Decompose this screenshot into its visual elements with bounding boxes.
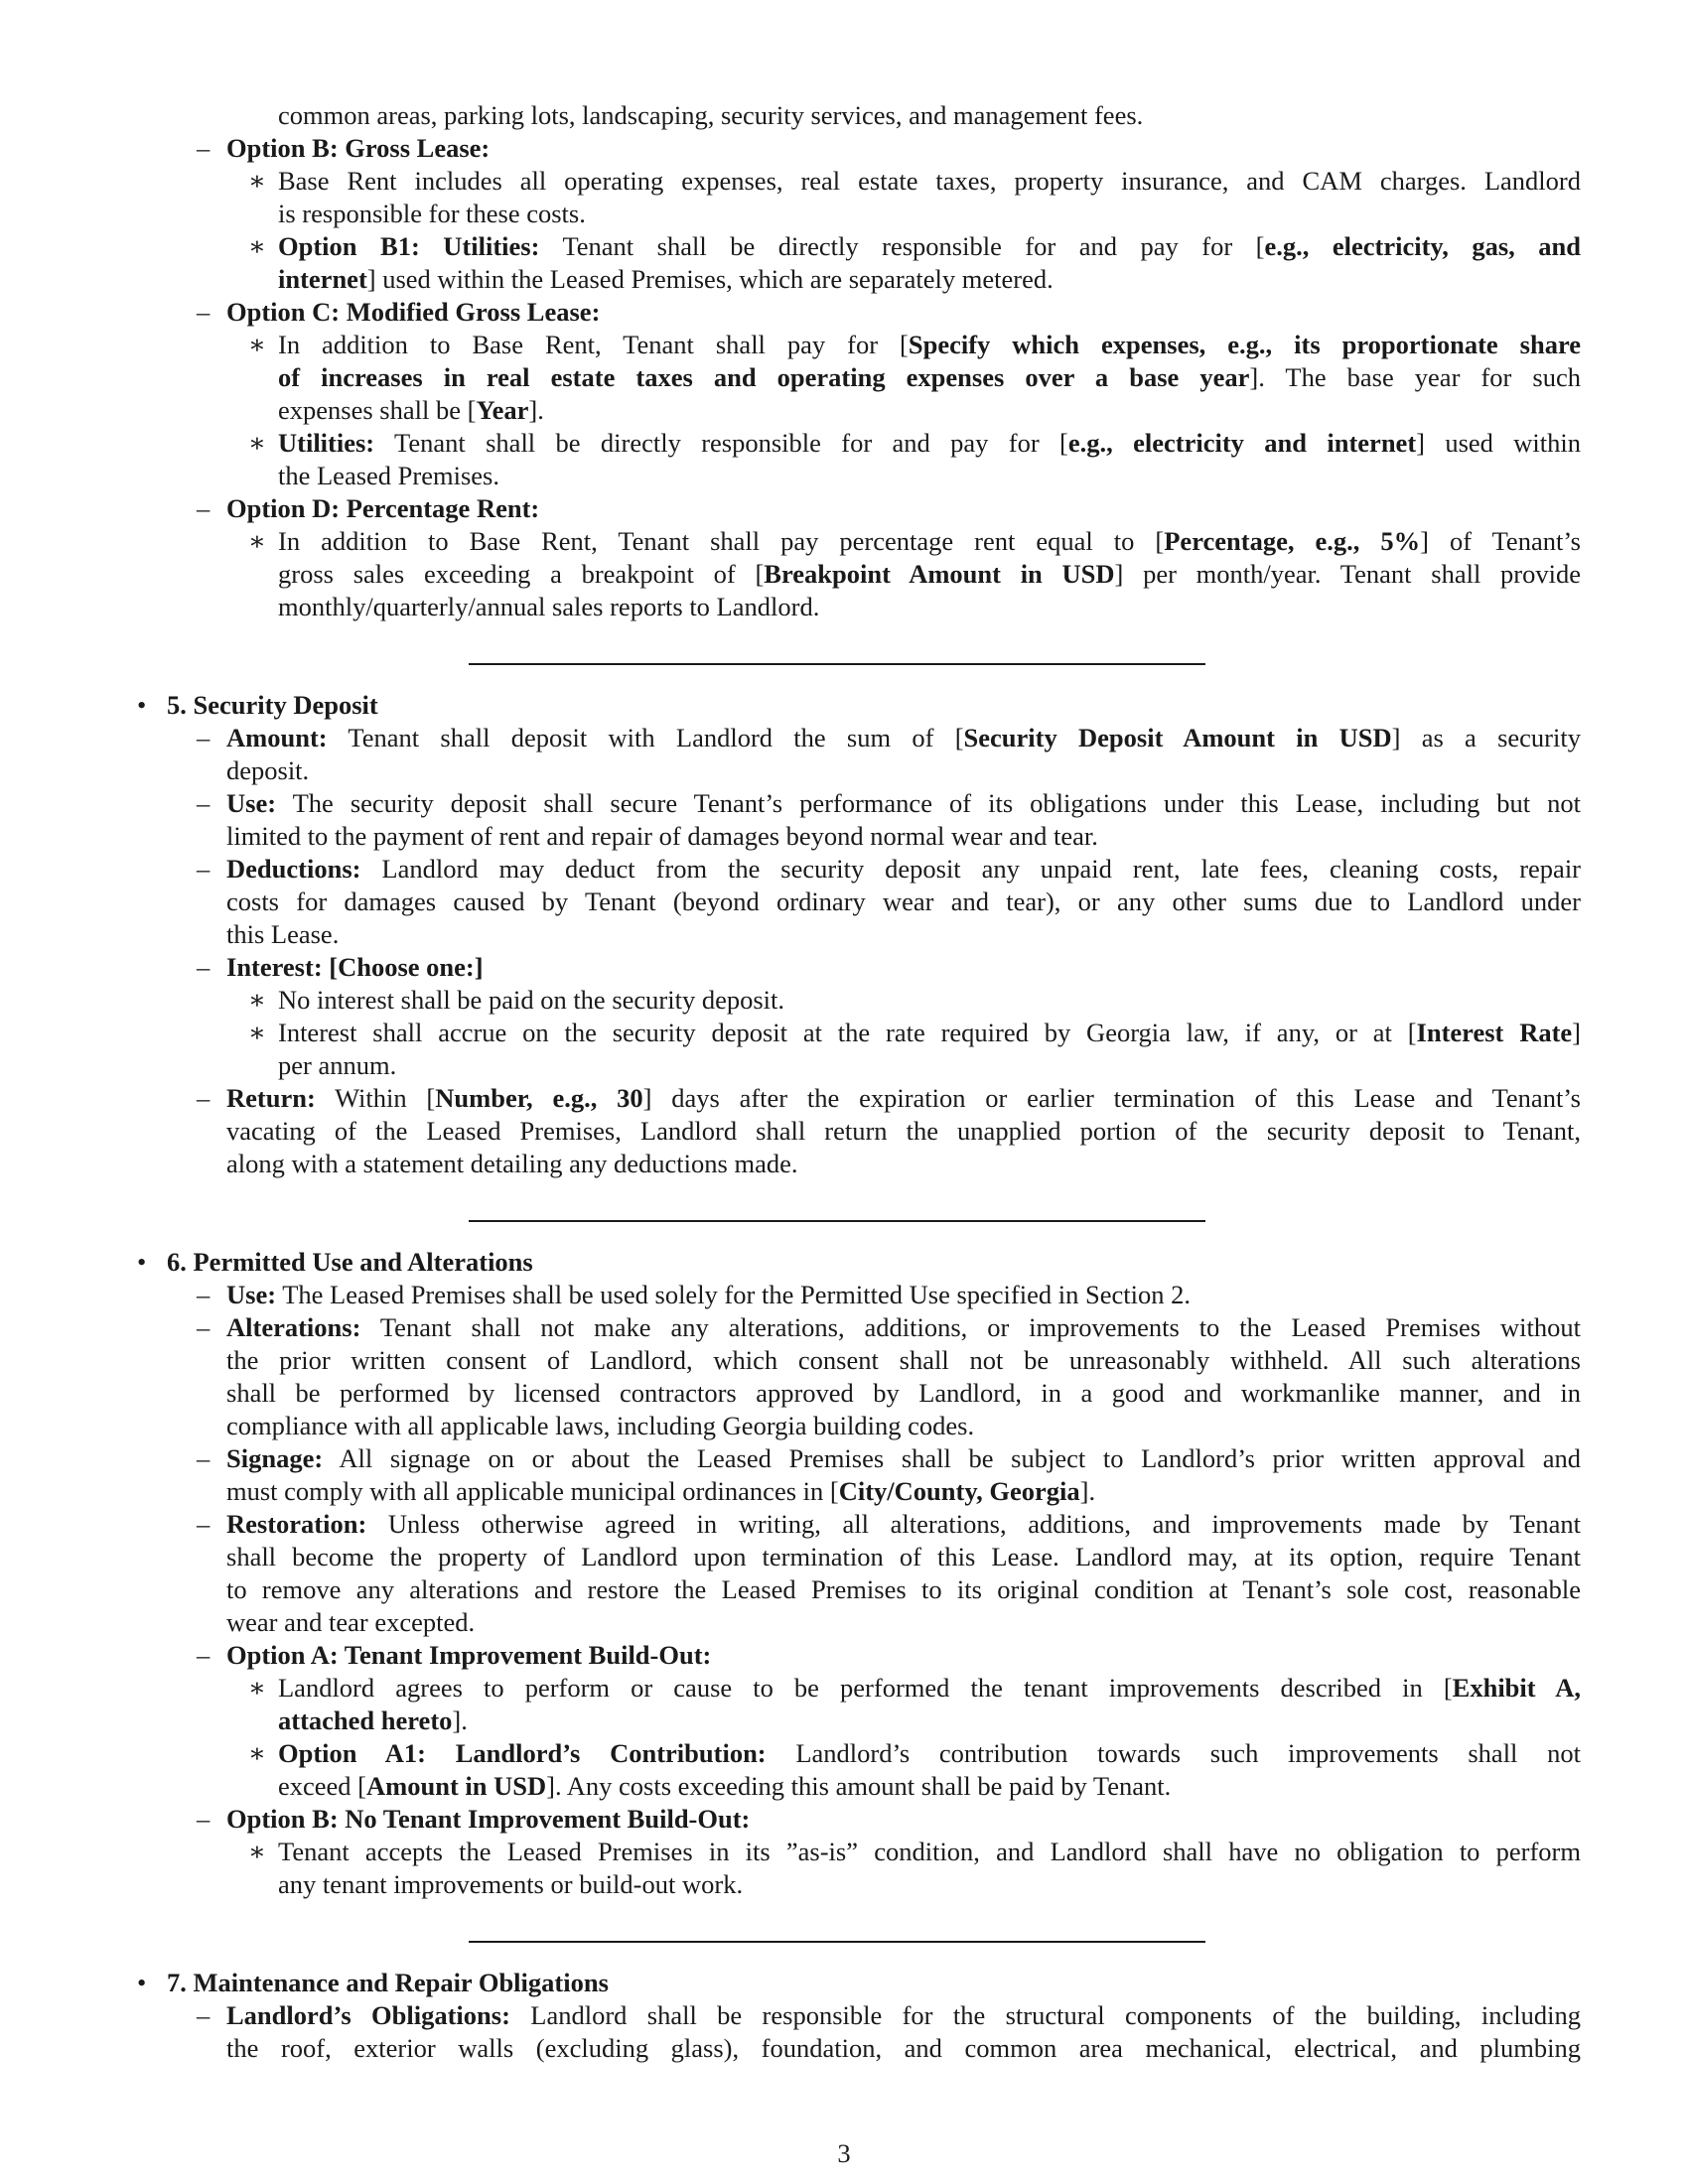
paragraph-line: any tenant improvements or build-out work. bbox=[278, 1869, 744, 1899]
paragraph-line: deposit. bbox=[226, 755, 310, 785]
dash-bullet: – bbox=[197, 1280, 211, 1309]
paragraph-line: expenses shall be [Year]. bbox=[278, 395, 544, 425]
paragraph-line: Interest: [Choose one:] bbox=[226, 952, 484, 982]
round-bullet: • bbox=[137, 1968, 147, 1997]
dash-bullet: – bbox=[197, 1804, 211, 1834]
star-bullet: ∗ bbox=[248, 1673, 267, 1703]
paragraph-line: Utilities: Tenant shall be directly responsible for and pay for [e.g., electricity and internet] used within bbox=[278, 428, 1582, 458]
paragraph-line: Option A1: Landlord’s Contribution: Landlord’s contribution towards such improvements shall not bbox=[278, 1738, 1581, 1768]
paragraph-line: along with a statement detailing any deductions made. bbox=[226, 1149, 798, 1178]
star-bullet: ∗ bbox=[248, 1018, 267, 1047]
paragraph-line: Landlord agrees to perform or cause to be performed the tenant improvements described in [Exhibit A, bbox=[278, 1673, 1581, 1703]
dash-bullet: – bbox=[197, 133, 211, 163]
paragraph-line: shall be performed by licensed contractors approved by Landlord, in a good and workmanlike manner, and in bbox=[226, 1378, 1581, 1408]
option-b-heading: Option B: Gross Lease: bbox=[226, 133, 491, 163]
paragraph-line: No interest shall be paid on the security deposit. bbox=[278, 985, 785, 1015]
paragraph-line: Tenant accepts the Leased Premises in its ”as-is” condition, and Landlord shall have no obligation to perform bbox=[278, 1837, 1581, 1866]
paragraph-line: wear and tear excepted. bbox=[226, 1607, 476, 1637]
page-number: 3 bbox=[837, 2138, 851, 2168]
paragraph-line: is responsible for these costs. bbox=[278, 199, 586, 228]
star-bullet: ∗ bbox=[248, 985, 267, 1015]
section-divider bbox=[469, 663, 1205, 665]
paragraph-line: Amount: Tenant shall deposit with Landlord the sum of [Security Deposit Amount in USD] as a security bbox=[226, 723, 1581, 752]
paragraph-line: Use: The Leased Premises shall be used solely for the Permitted Use specified in Section 2. bbox=[226, 1280, 1191, 1309]
paragraph-line: Signage: All signage on or about the Leased Premises shall be subject to Landlord’s prior written approval and bbox=[226, 1443, 1581, 1473]
section-7-heading: 7. Maintenance and Repair Obligations bbox=[167, 1968, 609, 1997]
dash-bullet: – bbox=[197, 2000, 211, 2030]
paragraph-line: In addition to Base Rent, Tenant shall pay percentage rent equal to [Percentage, e.g., 5%] of Tenant’s bbox=[278, 526, 1581, 556]
paragraph-line: Landlord’s Obligations: Landlord shall be responsible for the structural components of the building, including bbox=[226, 2000, 1581, 2030]
dash-bullet: – bbox=[197, 1312, 211, 1342]
dash-bullet: – bbox=[197, 297, 211, 327]
paragraph-line: common areas, parking lots, landscaping, security services, and management fees. bbox=[278, 100, 1144, 130]
star-bullet: ∗ bbox=[248, 428, 267, 458]
paragraph-line: must comply with all applicable municipal ordinances in [City/County, Georgia]. bbox=[226, 1476, 1096, 1506]
paragraph-line: the prior written consent of Landlord, which consent shall not be unreasonably withheld. All such alterations bbox=[226, 1345, 1581, 1375]
option-b-heading: Option B: No Tenant Improvement Build-Out: bbox=[226, 1804, 751, 1834]
section-6-heading: 6. Permitted Use and Alterations bbox=[167, 1247, 533, 1277]
dash-bullet: – bbox=[197, 723, 211, 752]
star-bullet: ∗ bbox=[248, 166, 267, 196]
section-divider bbox=[469, 1941, 1205, 1943]
option-a-heading: Option A: Tenant Improvement Build-Out: bbox=[226, 1640, 712, 1670]
paragraph-line: to remove any alterations and restore the Leased Premises to its original condition at Tenant’s sole cost, reasonable bbox=[226, 1574, 1581, 1604]
round-bullet: • bbox=[137, 690, 147, 720]
paragraph-line: the roof, exterior walls (excluding glass), foundation, and common area mechanical, electrical, and plumbing bbox=[226, 2033, 1581, 2063]
dash-bullet: – bbox=[197, 1083, 211, 1113]
option-c-heading: Option C: Modified Gross Lease: bbox=[226, 297, 601, 327]
paragraph-line: limited to the payment of rent and repair of damages beyond normal wear and tear. bbox=[226, 821, 1098, 851]
dash-bullet: – bbox=[197, 952, 211, 982]
paragraph-line: monthly/quarterly/annual sales reports to Landlord. bbox=[278, 592, 820, 621]
paragraph-line: attached hereto]. bbox=[278, 1706, 468, 1735]
paragraph-line: this Lease. bbox=[226, 919, 340, 949]
dash-bullet: – bbox=[197, 788, 211, 818]
paragraph-line: Base Rent includes all operating expenses, real estate taxes, property insurance, and CAM charges. Landlord bbox=[278, 166, 1581, 196]
dash-bullet: – bbox=[197, 854, 211, 884]
paragraph-line: compliance with all applicable laws, including Georgia building codes. bbox=[226, 1411, 975, 1440]
dash-bullet: – bbox=[197, 493, 211, 523]
paragraph-line: of increases in real estate taxes and operating expenses over a base year]. The base year for such bbox=[278, 362, 1581, 392]
star-bullet: ∗ bbox=[248, 1738, 267, 1768]
paragraph-line: Use: The security deposit shall secure Tenant’s performance of its obligations under this Lease, including but not bbox=[226, 788, 1581, 818]
paragraph-line: Alterations: Tenant shall not make any alterations, additions, or improvements to the Leased Premises without bbox=[226, 1312, 1581, 1342]
paragraph-line: vacating of the Leased Premises, Landlord shall return the unapplied portion of the security deposit to Tenant, bbox=[226, 1116, 1581, 1146]
dash-bullet: – bbox=[197, 1443, 211, 1473]
paragraph-line: internet] used within the Leased Premises, which are separately metered. bbox=[278, 264, 1054, 294]
star-bullet: ∗ bbox=[248, 1837, 267, 1866]
paragraph-line: shall become the property of Landlord upon termination of this Lease. Landlord may, at its option, require Tenant bbox=[226, 1542, 1581, 1571]
paragraph-line: Restoration: Unless otherwise agreed in writing, all alterations, additions, and improvements made by Tenant bbox=[226, 1509, 1581, 1539]
section-divider bbox=[469, 1220, 1205, 1222]
paragraph-line: per annum. bbox=[278, 1050, 397, 1080]
paragraph-line: gross sales exceeding a breakpoint of [Breakpoint Amount in USD] per month/year. Tenant shall provide bbox=[278, 559, 1581, 589]
paragraph-line: Return: Within [Number, e.g., 30] days after the expiration or earlier termination of this Lease and Tenant’s bbox=[226, 1083, 1581, 1113]
option-d-heading: Option D: Percentage Rent: bbox=[226, 493, 540, 523]
star-bullet: ∗ bbox=[248, 330, 267, 359]
section-5-heading: 5. Security Deposit bbox=[167, 690, 378, 720]
paragraph-line: exceed [Amount in USD]. Any costs exceeding this amount shall be paid by Tenant. bbox=[278, 1771, 1172, 1801]
star-bullet: ∗ bbox=[248, 526, 267, 556]
round-bullet: • bbox=[137, 1247, 147, 1277]
paragraph-line: costs for damages caused by Tenant (beyond ordinary wear and tear), or any other sums due to Landlord under bbox=[226, 887, 1581, 916]
paragraph-line: In addition to Base Rent, Tenant shall pay for [Specify which expenses, e.g., its proportionate share bbox=[278, 330, 1581, 359]
star-bullet: ∗ bbox=[248, 231, 267, 261]
dash-bullet: – bbox=[197, 1640, 211, 1670]
paragraph-line: Interest shall accrue on the security deposit at the rate required by Georgia law, if any, or at [Interest Rate] bbox=[278, 1018, 1581, 1047]
paragraph-line: Option B1: Utilities: Tenant shall be directly responsible for and pay for [e.g., electricity, gas, and bbox=[278, 231, 1581, 261]
paragraph-line: the Leased Premises. bbox=[278, 461, 499, 490]
paragraph-line: Deductions: Landlord may deduct from the security deposit any unpaid rent, late fees, cleaning costs, repair bbox=[226, 854, 1582, 884]
dash-bullet: – bbox=[197, 1509, 211, 1539]
